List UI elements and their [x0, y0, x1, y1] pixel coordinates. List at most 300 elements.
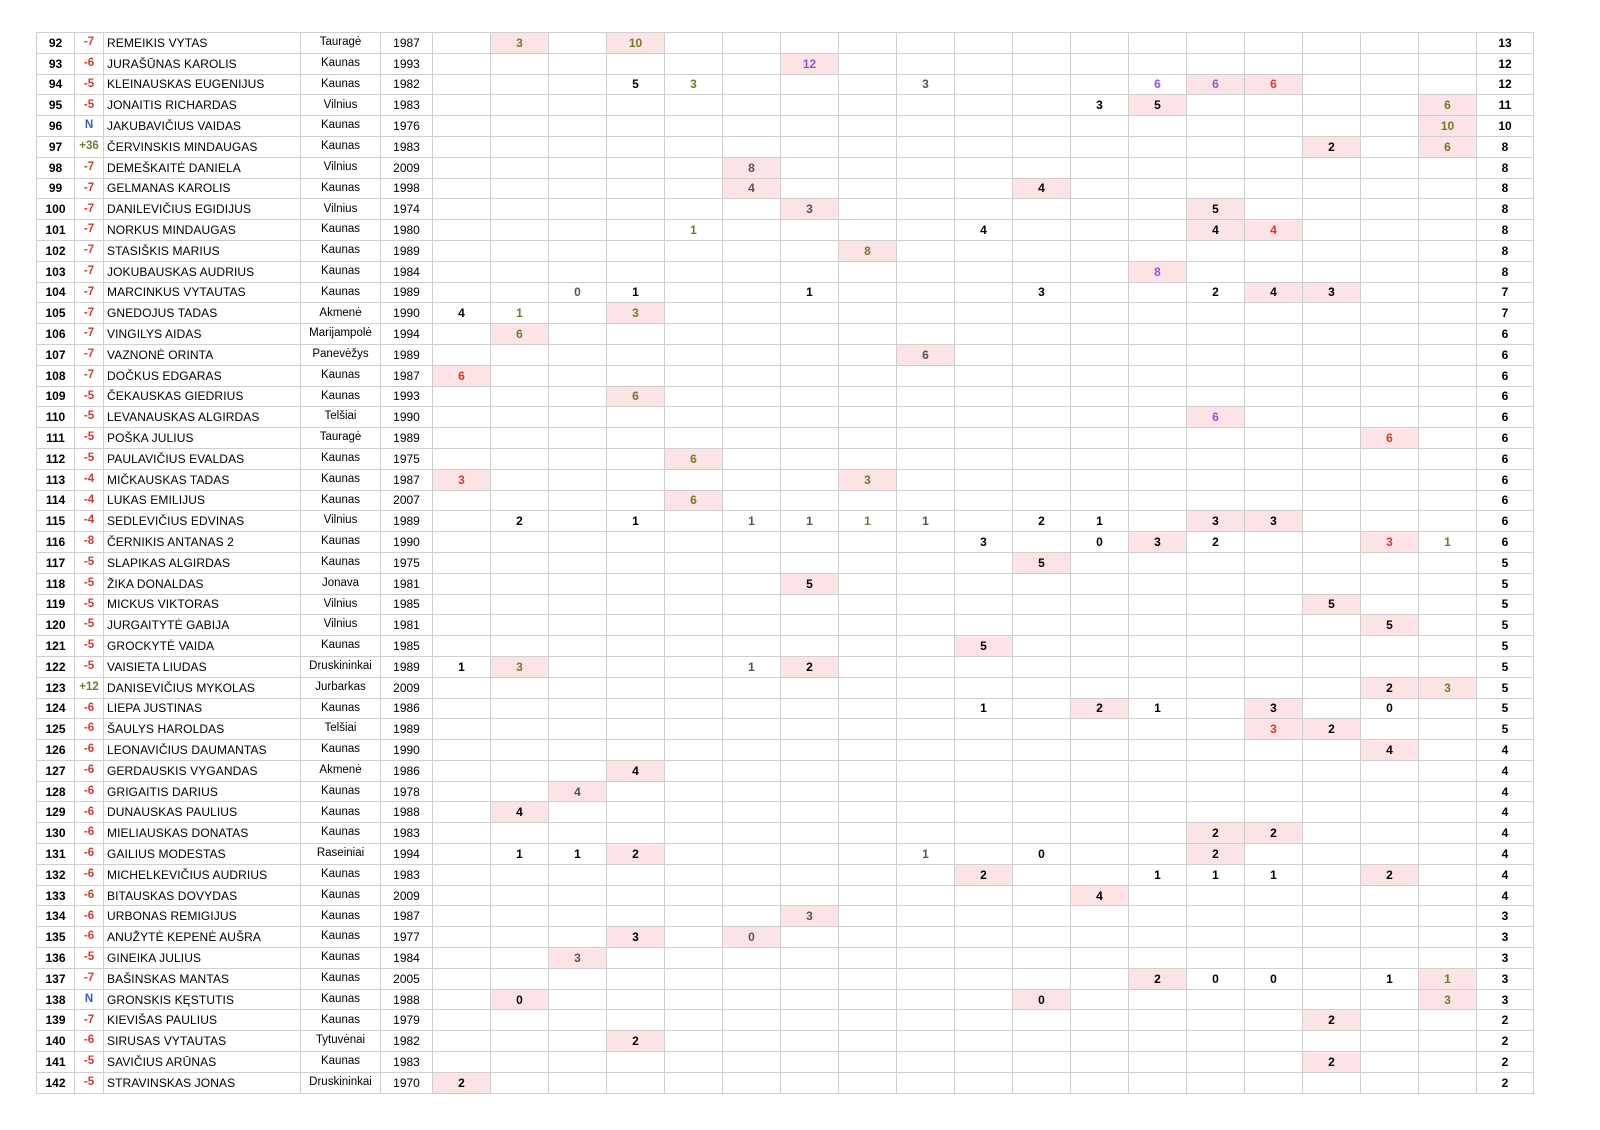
event-score-cell — [607, 1072, 665, 1093]
player-name-cell: DOČKUS EDGARAS — [104, 365, 301, 386]
event-score-cell — [839, 781, 897, 802]
event-score-cell — [1303, 823, 1361, 844]
rank-cell: 99 — [37, 178, 75, 199]
event-score-cell — [1303, 615, 1361, 636]
city-cell: Jurbarkas — [301, 677, 381, 698]
event-score-cell — [433, 511, 491, 532]
event-score-cell — [665, 802, 723, 823]
event-score-cell — [1071, 927, 1129, 948]
event-score-cell — [549, 344, 607, 365]
birth-year-cell: 1994 — [381, 844, 433, 865]
birth-year-cell: 2009 — [381, 885, 433, 906]
event-score-cell — [549, 802, 607, 823]
rank-change-cell: -5 — [75, 948, 104, 969]
event-score-cell — [839, 532, 897, 553]
event-score-cell — [1361, 240, 1419, 261]
rank-cell: 141 — [37, 1052, 75, 1073]
event-score-cell — [781, 33, 839, 54]
event-score-cell — [1129, 365, 1187, 386]
table-row — [37, 740, 1534, 761]
player-name-cell: ČERNIKIS ANTANAS 2 — [104, 532, 301, 553]
event-score-cell — [781, 157, 839, 178]
event-score-cell — [1303, 33, 1361, 54]
event-score-cell — [1361, 407, 1419, 428]
event-score-cell — [897, 303, 955, 324]
player-name-cell: LEONAVIČIUS DAUMANTAS — [104, 740, 301, 761]
city-cell: Vilnius — [301, 199, 381, 220]
event-score-cell — [491, 490, 549, 511]
birth-year-cell: 1989 — [381, 240, 433, 261]
event-score-cell — [897, 677, 955, 698]
event-score-cell — [839, 802, 897, 823]
event-score-cell — [665, 261, 723, 282]
table-row — [37, 1010, 1534, 1031]
event-score-cell — [433, 261, 491, 282]
event-score-cell — [1419, 864, 1477, 885]
rank-cell: 139 — [37, 1010, 75, 1031]
event-score-cell — [1013, 303, 1071, 324]
event-score-cell — [1187, 760, 1245, 781]
birth-year-cell: 1970 — [381, 1072, 433, 1093]
city-cell: Marijampolė — [301, 324, 381, 345]
event-score-cell: 1 — [781, 282, 839, 303]
event-score-cell — [665, 532, 723, 553]
total-points-cell: 6 — [1477, 407, 1534, 428]
player-name-cell: STRAVINSKAS JONAS — [104, 1072, 301, 1093]
player-name-cell: JONAITIS RICHARDAS — [104, 95, 301, 116]
rank-change-cell: -6 — [75, 906, 104, 927]
rank-cell: 118 — [37, 573, 75, 594]
event-score-cell — [839, 677, 897, 698]
event-score-cell — [1419, 157, 1477, 178]
player-name-cell: VAZNONĖ ORINTA — [104, 344, 301, 365]
event-score-cell — [1013, 1052, 1071, 1073]
birth-year-cell: 1990 — [381, 407, 433, 428]
city-cell: Kaunas — [301, 448, 381, 469]
event-score-cell — [665, 594, 723, 615]
event-score-cell — [665, 781, 723, 802]
event-score-cell — [433, 677, 491, 698]
rank-cell: 111 — [37, 428, 75, 449]
event-score-cell: 6 — [607, 386, 665, 407]
event-score-cell — [1361, 490, 1419, 511]
event-score-cell — [491, 677, 549, 698]
event-score-cell: 0 — [1013, 844, 1071, 865]
event-score-cell — [1187, 33, 1245, 54]
table-row — [37, 864, 1534, 885]
event-score-cell — [549, 95, 607, 116]
event-score-cell: 1 — [1245, 864, 1303, 885]
event-score-cell — [1361, 303, 1419, 324]
table-row — [37, 844, 1534, 865]
birth-year-cell: 1988 — [381, 989, 433, 1010]
event-score-cell — [1129, 594, 1187, 615]
rank-cell: 96 — [37, 116, 75, 137]
event-score-cell — [723, 282, 781, 303]
event-score-cell — [1361, 344, 1419, 365]
city-cell: Kaunas — [301, 802, 381, 823]
event-score-cell — [665, 282, 723, 303]
event-score-cell — [1419, 448, 1477, 469]
table-row — [37, 136, 1534, 157]
event-score-cell — [1129, 885, 1187, 906]
city-cell: Druskininkai — [301, 656, 381, 677]
player-name-cell: PAULAVIČIUS EVALDAS — [104, 448, 301, 469]
event-score-cell: 3 — [607, 927, 665, 948]
event-score-cell — [1361, 781, 1419, 802]
event-score-cell — [491, 906, 549, 927]
table-row — [37, 469, 1534, 490]
event-score-cell — [1245, 386, 1303, 407]
city-cell: Kaunas — [301, 864, 381, 885]
event-score-cell — [1187, 885, 1245, 906]
rank-change-cell: -6 — [75, 864, 104, 885]
event-score-cell — [1013, 428, 1071, 449]
city-cell: Kaunas — [301, 53, 381, 74]
event-score-cell — [897, 116, 955, 137]
event-score-cell: 5 — [1187, 199, 1245, 220]
event-score-cell — [433, 948, 491, 969]
total-points-cell: 3 — [1477, 989, 1534, 1010]
event-score-cell — [665, 116, 723, 137]
event-score-cell — [1187, 698, 1245, 719]
event-score-cell — [1129, 490, 1187, 511]
event-score-cell — [723, 968, 781, 989]
rank-cell: 119 — [37, 594, 75, 615]
rank-cell: 110 — [37, 407, 75, 428]
city-cell: Kaunas — [301, 906, 381, 927]
event-score-cell — [955, 781, 1013, 802]
event-score-cell — [433, 802, 491, 823]
event-score-cell — [723, 864, 781, 885]
event-score-cell: 4 — [1071, 885, 1129, 906]
rank-cell: 113 — [37, 469, 75, 490]
event-score-cell: 0 — [1245, 968, 1303, 989]
event-score-cell — [1071, 116, 1129, 137]
rank-change-cell: -5 — [75, 1052, 104, 1073]
city-cell: Kaunas — [301, 989, 381, 1010]
total-points-cell: 2 — [1477, 1052, 1534, 1073]
event-score-cell — [955, 823, 1013, 844]
birth-year-cell: 1975 — [381, 448, 433, 469]
player-name-cell: REMEIKIS VYTAS — [104, 33, 301, 54]
rank-change-cell: -5 — [75, 552, 104, 573]
event-score-cell — [839, 1010, 897, 1031]
event-score-cell — [1129, 1072, 1187, 1093]
event-score-cell — [665, 1010, 723, 1031]
event-score-cell — [839, 53, 897, 74]
event-score-cell — [955, 906, 1013, 927]
event-score-cell — [1245, 157, 1303, 178]
event-score-cell — [723, 261, 781, 282]
event-score-cell — [839, 386, 897, 407]
player-name-cell: ČERVINSKIS MINDAUGAS — [104, 136, 301, 157]
event-score-cell — [1187, 1031, 1245, 1052]
event-score-cell — [723, 573, 781, 594]
event-score-cell: 0 — [491, 989, 549, 1010]
player-name-cell: MIČKAUSKAS TADAS — [104, 469, 301, 490]
event-score-cell — [607, 656, 665, 677]
event-score-cell — [839, 864, 897, 885]
event-score-cell — [1419, 615, 1477, 636]
event-score-cell — [1303, 740, 1361, 761]
event-score-cell — [955, 1052, 1013, 1073]
event-score-cell — [781, 303, 839, 324]
event-score-cell — [781, 989, 839, 1010]
table-row — [37, 344, 1534, 365]
player-name-cell: MICKUS VIKTORAS — [104, 594, 301, 615]
total-points-cell: 4 — [1477, 760, 1534, 781]
event-score-cell — [897, 802, 955, 823]
event-score-cell — [1361, 552, 1419, 573]
event-score-cell — [1013, 781, 1071, 802]
event-score-cell — [1013, 968, 1071, 989]
event-score-cell — [897, 199, 955, 220]
event-score-cell — [781, 885, 839, 906]
player-name-cell: ŠAULYS HAROLDAS — [104, 719, 301, 740]
event-score-cell — [1013, 532, 1071, 553]
rank-cell: 108 — [37, 365, 75, 386]
event-score-cell — [607, 698, 665, 719]
event-score-cell — [1013, 573, 1071, 594]
event-score-cell — [549, 53, 607, 74]
event-score-cell — [1129, 1010, 1187, 1031]
event-score-cell — [897, 573, 955, 594]
event-score-cell — [839, 594, 897, 615]
event-score-cell — [1071, 407, 1129, 428]
event-score-cell — [1013, 594, 1071, 615]
total-points-cell: 4 — [1477, 781, 1534, 802]
event-score-cell — [955, 469, 1013, 490]
player-name-cell: LEVANAUSKAS ALGIRDAS — [104, 407, 301, 428]
total-points-cell: 5 — [1477, 636, 1534, 657]
player-name-cell: SLAPIKAS ALGIRDAS — [104, 552, 301, 573]
event-score-cell — [897, 760, 955, 781]
total-points-cell: 12 — [1477, 53, 1534, 74]
rank-cell: 101 — [37, 220, 75, 241]
total-points-cell: 8 — [1477, 240, 1534, 261]
event-score-cell — [1187, 636, 1245, 657]
event-score-cell — [607, 53, 665, 74]
event-score-cell — [897, 407, 955, 428]
event-score-cell — [1303, 906, 1361, 927]
city-cell: Vilnius — [301, 157, 381, 178]
event-score-cell — [1071, 906, 1129, 927]
event-score-cell — [1303, 552, 1361, 573]
event-score-cell — [1187, 178, 1245, 199]
event-score-cell — [1129, 802, 1187, 823]
event-score-cell — [1129, 407, 1187, 428]
rank-change-cell: -4 — [75, 511, 104, 532]
event-score-cell — [1419, 490, 1477, 511]
event-score-cell — [1303, 636, 1361, 657]
event-score-cell — [1071, 740, 1129, 761]
event-score-cell — [491, 386, 549, 407]
event-score-cell: 3 — [1419, 989, 1477, 1010]
event-score-cell — [897, 95, 955, 116]
event-score-cell — [955, 844, 1013, 865]
event-score-cell — [549, 532, 607, 553]
event-score-cell — [607, 116, 665, 137]
event-score-cell — [1129, 469, 1187, 490]
event-score-cell — [665, 677, 723, 698]
event-score-cell — [1245, 136, 1303, 157]
event-score-cell — [1303, 698, 1361, 719]
event-score-cell — [491, 428, 549, 449]
player-name-cell: LUKAS EMILIJUS — [104, 490, 301, 511]
event-score-cell — [1419, 552, 1477, 573]
event-score-cell — [433, 844, 491, 865]
event-score-cell — [1129, 220, 1187, 241]
event-score-cell — [665, 552, 723, 573]
event-score-cell — [955, 136, 1013, 157]
birth-year-cell: 1988 — [381, 802, 433, 823]
birth-year-cell: 1983 — [381, 95, 433, 116]
event-score-cell — [433, 989, 491, 1010]
event-score-cell — [1303, 448, 1361, 469]
event-score-cell — [1129, 656, 1187, 677]
rank-cell: 137 — [37, 968, 75, 989]
event-score-cell — [1419, 802, 1477, 823]
event-score-cell — [781, 552, 839, 573]
event-score-cell — [433, 885, 491, 906]
event-score-cell — [1303, 157, 1361, 178]
event-score-cell — [433, 240, 491, 261]
city-cell: Vilnius — [301, 615, 381, 636]
total-points-cell: 2 — [1477, 1072, 1534, 1093]
event-score-cell — [1245, 407, 1303, 428]
event-score-cell — [1071, 1072, 1129, 1093]
event-score-cell: 5 — [607, 74, 665, 95]
event-score-cell — [433, 1010, 491, 1031]
event-score-cell — [1013, 116, 1071, 137]
event-score-cell — [781, 261, 839, 282]
event-score-cell — [1187, 240, 1245, 261]
event-score-cell: 2 — [1187, 823, 1245, 844]
event-score-cell — [1303, 781, 1361, 802]
event-score-cell — [1187, 344, 1245, 365]
event-score-cell — [665, 344, 723, 365]
event-score-cell — [955, 615, 1013, 636]
player-name-cell: DANILEVIČIUS EGIDIJUS — [104, 199, 301, 220]
player-name-cell: DEMEŠKAITĖ DANIELA — [104, 157, 301, 178]
event-score-cell — [723, 240, 781, 261]
event-score-cell: 6 — [665, 448, 723, 469]
event-score-cell — [1071, 844, 1129, 865]
event-score-cell — [839, 760, 897, 781]
table-row — [37, 1072, 1534, 1093]
event-score-cell — [549, 33, 607, 54]
event-score-cell — [723, 740, 781, 761]
event-score-cell — [1187, 594, 1245, 615]
event-score-cell — [1245, 240, 1303, 261]
event-score-cell: 0 — [549, 282, 607, 303]
event-score-cell — [433, 594, 491, 615]
event-score-cell — [897, 636, 955, 657]
event-score-cell — [1419, 1072, 1477, 1093]
event-score-cell — [665, 303, 723, 324]
event-score-cell — [839, 1052, 897, 1073]
event-score-cell — [1245, 324, 1303, 345]
event-score-cell — [955, 656, 1013, 677]
event-score-cell: 1 — [491, 844, 549, 865]
event-score-cell — [1361, 1052, 1419, 1073]
rank-change-cell: -5 — [75, 594, 104, 615]
total-points-cell: 11 — [1477, 95, 1534, 116]
event-score-cell — [1071, 74, 1129, 95]
table-row — [37, 552, 1534, 573]
city-cell: Raseiniai — [301, 844, 381, 865]
total-points-cell: 4 — [1477, 740, 1534, 761]
event-score-cell: 5 — [781, 573, 839, 594]
event-score-cell — [1071, 324, 1129, 345]
event-score-cell — [1071, 719, 1129, 740]
table-row — [37, 677, 1534, 698]
birth-year-cell: 2009 — [381, 677, 433, 698]
birth-year-cell: 2007 — [381, 490, 433, 511]
birth-year-cell: 1987 — [381, 469, 433, 490]
event-score-cell — [1419, 656, 1477, 677]
event-score-cell — [1245, 261, 1303, 282]
event-score-cell — [491, 53, 549, 74]
city-cell: Kaunas — [301, 365, 381, 386]
event-score-cell — [781, 74, 839, 95]
event-score-cell — [607, 719, 665, 740]
event-score-cell — [1013, 74, 1071, 95]
birth-year-cell: 1981 — [381, 615, 433, 636]
event-score-cell — [491, 95, 549, 116]
event-score-cell — [1245, 199, 1303, 220]
event-score-cell — [433, 116, 491, 137]
event-score-cell — [781, 948, 839, 969]
event-score-cell — [897, 656, 955, 677]
city-cell: Kaunas — [301, 178, 381, 199]
player-name-cell: URBONAS REMIGIJUS — [104, 906, 301, 927]
event-score-cell — [1187, 448, 1245, 469]
event-score-cell — [1361, 95, 1419, 116]
event-score-cell — [897, 594, 955, 615]
event-score-cell — [1013, 386, 1071, 407]
event-score-cell — [665, 469, 723, 490]
event-score-cell — [1419, 33, 1477, 54]
event-score-cell — [607, 989, 665, 1010]
event-score-cell — [491, 719, 549, 740]
table-row — [37, 261, 1534, 282]
event-score-cell — [607, 636, 665, 657]
city-cell: Kaunas — [301, 240, 381, 261]
table-row — [37, 968, 1534, 989]
birth-year-cell: 2009 — [381, 157, 433, 178]
event-score-cell — [433, 552, 491, 573]
event-score-cell — [607, 95, 665, 116]
event-score-cell — [1013, 656, 1071, 677]
player-name-cell: JURAŠŪNAS KAROLIS — [104, 53, 301, 74]
event-score-cell — [1361, 261, 1419, 282]
event-score-cell: 2 — [1187, 844, 1245, 865]
event-score-cell — [1129, 760, 1187, 781]
birth-year-cell: 1986 — [381, 760, 433, 781]
event-score-cell — [1419, 885, 1477, 906]
event-score-cell — [491, 448, 549, 469]
event-score-cell — [665, 240, 723, 261]
event-score-cell: 3 — [1129, 532, 1187, 553]
event-score-cell — [781, 95, 839, 116]
event-score-cell — [607, 448, 665, 469]
event-score-cell — [955, 968, 1013, 989]
event-score-cell — [549, 428, 607, 449]
rank-cell: 127 — [37, 760, 75, 781]
event-score-cell — [1419, 760, 1477, 781]
